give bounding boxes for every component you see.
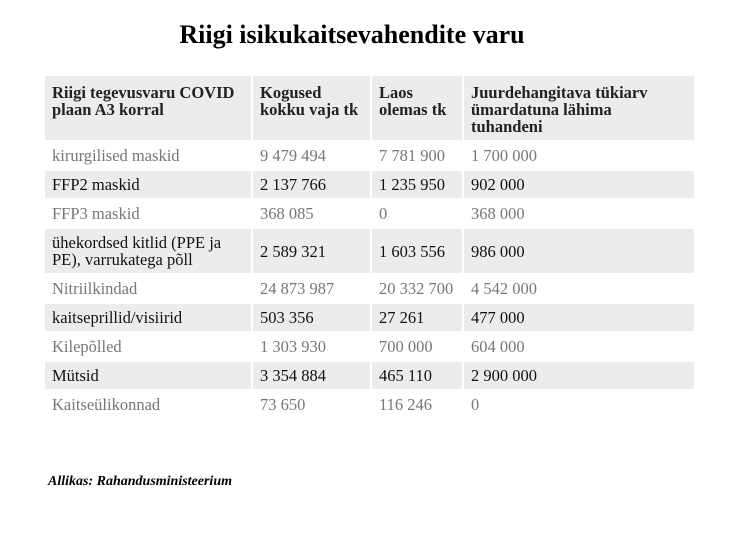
cell-to-procure: 902 000 [463, 170, 695, 199]
table-row [45, 170, 695, 199]
cell-item: Kaitseülikonnad [45, 390, 252, 418]
column-header-in-stock: Laos olemas tk [371, 76, 463, 141]
cell-needed: 503 356 [252, 303, 371, 332]
cell-to-procure: 0 [463, 390, 695, 418]
cell-in-stock: 465 110 [371, 361, 463, 390]
cell-item: kaitseprillid/visiirid [45, 303, 252, 332]
page-title: Riigi isikukaitsevahendite varu [179, 20, 525, 49]
cell-to-procure: 368 000 [463, 199, 695, 228]
cell-to-procure: 2 900 000 [463, 361, 695, 390]
cell-needed: 3 354 884 [252, 361, 371, 390]
cell-item: ühekordsed kitlid (PPE ja PE), varrukatega põll [45, 228, 252, 274]
cell-needed: 24 873 987 [252, 274, 371, 303]
cell-in-stock: 116 246 [371, 390, 463, 418]
cell-to-procure: 4 542 000 [463, 274, 695, 303]
cell-to-procure: 604 000 [463, 332, 695, 361]
cell-item: FFP2 maskid [45, 170, 252, 199]
table-row [45, 199, 695, 228]
table-row [45, 228, 695, 274]
cell-needed: 368 085 [252, 199, 371, 228]
cell-in-stock: 27 261 [371, 303, 463, 332]
cell-in-stock: 0 [371, 199, 463, 228]
cell-in-stock: 7 781 900 [371, 141, 463, 170]
cell-needed: 9 479 494 [252, 141, 371, 170]
cell-item: Kilepõlled [45, 332, 252, 361]
stock-table [45, 76, 696, 418]
cell-to-procure: 986 000 [463, 228, 695, 274]
table-row [45, 274, 695, 303]
table-row [45, 141, 695, 170]
cell-to-procure: 1 700 000 [463, 141, 695, 170]
cell-item: Nitriilkindad [45, 274, 252, 303]
source-note: Allikas: Rahandusministeerium [48, 474, 232, 489]
cell-item: kirurgilised maskid [45, 141, 252, 170]
table-row [45, 390, 695, 418]
column-header-needed: Kogused kokku vaja tk [252, 76, 371, 141]
cell-in-stock: 20 332 700 [371, 274, 463, 303]
table-header-row [45, 76, 695, 141]
table-row [45, 303, 695, 332]
cell-item: Mütsid [45, 361, 252, 390]
cell-in-stock: 1 603 556 [371, 228, 463, 274]
cell-needed: 2 589 321 [252, 228, 371, 274]
table-row [45, 332, 695, 361]
column-header-reserve: Riigi tegevusvaru COVID plaan A3 korral [45, 76, 252, 141]
cell-needed: 2 137 766 [252, 170, 371, 199]
cell-needed: 1 303 930 [252, 332, 371, 361]
cell-in-stock: 1 235 950 [371, 170, 463, 199]
cell-needed: 73 650 [252, 390, 371, 418]
column-header-to-procure: Juurdehangitava tükiarv ümardatuna lähima tuhandeni [463, 76, 695, 141]
cell-to-procure: 477 000 [463, 303, 695, 332]
cell-in-stock: 700 000 [371, 332, 463, 361]
cell-item: FFP3 maskid [45, 199, 252, 228]
table-row [45, 361, 695, 390]
